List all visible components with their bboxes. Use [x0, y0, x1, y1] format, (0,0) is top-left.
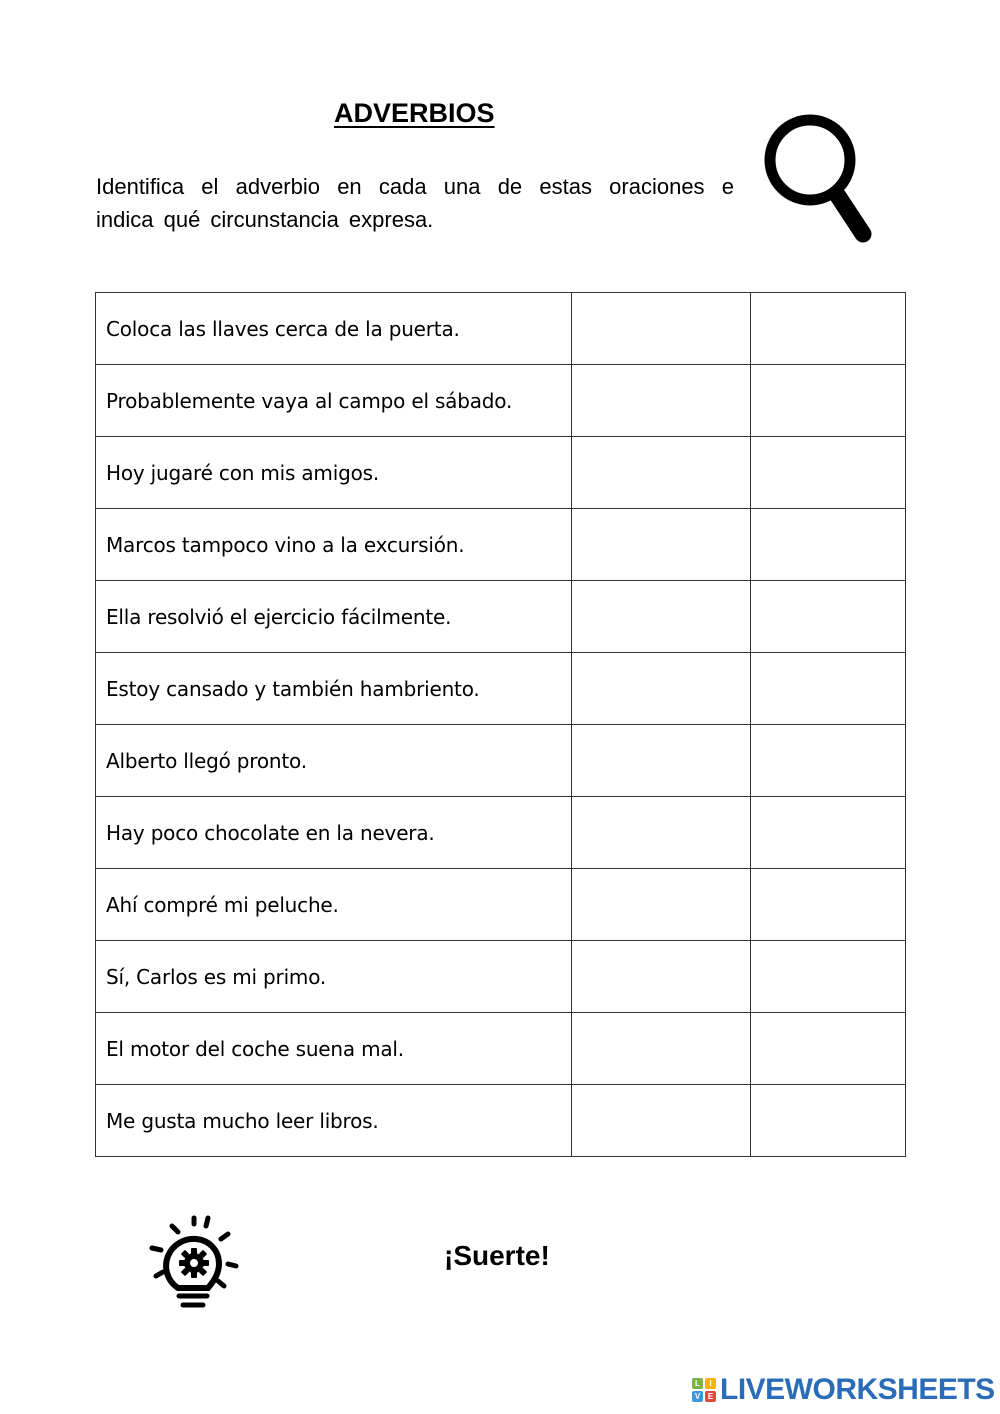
adverb-input[interactable]: [572, 582, 750, 652]
liveworksheets-logo: [692, 1373, 995, 1407]
sentence-cell: Me gusta mucho leer libros.: [96, 1085, 572, 1157]
adverb-input[interactable]: [572, 510, 750, 580]
table-row: [96, 293, 906, 365]
adverb-answer-cell[interactable]: [572, 293, 751, 365]
circumstance-answer-cell[interactable]: [751, 365, 906, 437]
adverb-answer-cell[interactable]: [572, 725, 751, 797]
table-row: [96, 365, 906, 437]
adverb-answer-cell[interactable]: [572, 509, 751, 581]
logo-block: E: [705, 1391, 716, 1402]
circumstance-input[interactable]: [751, 942, 905, 1012]
adverb-table: [95, 292, 906, 1157]
table-row: [96, 725, 906, 797]
circumstance-input[interactable]: [751, 654, 905, 724]
adverb-answer-cell[interactable]: [572, 797, 751, 869]
good-luck-text: ¡Suerte!: [444, 1240, 550, 1271]
table-row: [96, 797, 906, 869]
circumstance-answer-cell[interactable]: [751, 509, 906, 581]
logo-block: I: [705, 1378, 716, 1389]
sentence-cell: Sí, Carlos es mi primo.: [96, 941, 572, 1013]
circumstance-input[interactable]: [751, 726, 905, 796]
adverb-answer-cell[interactable]: [572, 653, 751, 725]
circumstance-input[interactable]: [751, 582, 905, 652]
circumstance-answer-cell[interactable]: [751, 1013, 906, 1085]
adverb-input[interactable]: [572, 726, 750, 796]
table-row: [96, 653, 906, 725]
circumstance-input[interactable]: [751, 438, 905, 508]
adverb-input[interactable]: [572, 942, 750, 1012]
sentence-cell: Hoy jugaré con mis amigos.: [96, 437, 572, 509]
table-row: [96, 869, 906, 941]
page-title: ADVERBIOS: [334, 98, 495, 128]
adverb-answer-cell[interactable]: [572, 581, 751, 653]
circumstance-answer-cell[interactable]: [751, 293, 906, 365]
adverb-answer-cell[interactable]: [572, 437, 751, 509]
sentence-cell: Probablemente vaya al campo el sábado.: [96, 365, 572, 437]
circumstance-input[interactable]: [751, 1086, 905, 1156]
table-row: [96, 1085, 906, 1157]
adverb-answer-cell[interactable]: [572, 1013, 751, 1085]
table-row: [96, 509, 906, 581]
logo-text: LIVEWORKSHEETS: [720, 1373, 995, 1406]
circumstance-answer-cell[interactable]: [751, 437, 906, 509]
sentence-cell: El motor del coche suena mal.: [96, 1013, 572, 1085]
adverb-input[interactable]: [572, 366, 750, 436]
circumstance-input[interactable]: [751, 798, 905, 868]
circumstance-answer-cell[interactable]: [751, 941, 906, 1013]
sentence-cell: Ella resolvió el ejercicio fácilmente.: [96, 581, 572, 653]
circumstance-input[interactable]: [751, 294, 905, 364]
lightbulb-gear-icon: [148, 1214, 240, 1312]
logo-block: L: [692, 1378, 703, 1389]
circumstance-answer-cell[interactable]: [751, 797, 906, 869]
table-row: [96, 581, 906, 653]
adverb-answer-cell[interactable]: [572, 869, 751, 941]
adverb-answer-cell[interactable]: [572, 1085, 751, 1157]
circumstance-answer-cell[interactable]: [751, 581, 906, 653]
table-row: [96, 437, 906, 509]
circumstance-input[interactable]: [751, 1014, 905, 1084]
adverb-answer-cell[interactable]: [572, 941, 751, 1013]
circumstance-input[interactable]: [751, 870, 905, 940]
circumstance-answer-cell[interactable]: [751, 725, 906, 797]
sentence-cell: Ahí compré mi peluche.: [96, 869, 572, 941]
adverb-input[interactable]: [572, 1086, 750, 1156]
logo-blocks-icon: [692, 1378, 716, 1402]
adverb-answer-cell[interactable]: [572, 365, 751, 437]
table-row: [96, 941, 906, 1013]
adverb-input[interactable]: [572, 1014, 750, 1084]
adverb-input[interactable]: [572, 654, 750, 724]
adverb-input[interactable]: [572, 798, 750, 868]
circumstance-input[interactable]: [751, 510, 905, 580]
circumstance-answer-cell[interactable]: [751, 653, 906, 725]
sentence-cell: Estoy cansado y también hambriento.: [96, 653, 572, 725]
sentence-cell: Coloca las llaves cerca de la puerta.: [96, 293, 572, 365]
sentence-cell: Alberto llegó pronto.: [96, 725, 572, 797]
sentence-cell: Marcos tampoco vino a la excursión.: [96, 509, 572, 581]
adverb-input[interactable]: [572, 870, 750, 940]
circumstance-answer-cell[interactable]: [751, 869, 906, 941]
sentence-cell: Hay poco chocolate en la nevera.: [96, 797, 572, 869]
magnifying-glass-icon: [762, 112, 876, 246]
logo-block: V: [692, 1391, 703, 1402]
circumstance-input[interactable]: [751, 366, 905, 436]
circumstance-answer-cell[interactable]: [751, 1085, 906, 1157]
table-row: [96, 1013, 906, 1085]
adverb-input[interactable]: [572, 294, 750, 364]
instructions-text: Identifica el adverbio en cada una de estas oraciones e indica qué circunstancia expresa.: [96, 174, 734, 232]
adverb-input[interactable]: [572, 438, 750, 508]
